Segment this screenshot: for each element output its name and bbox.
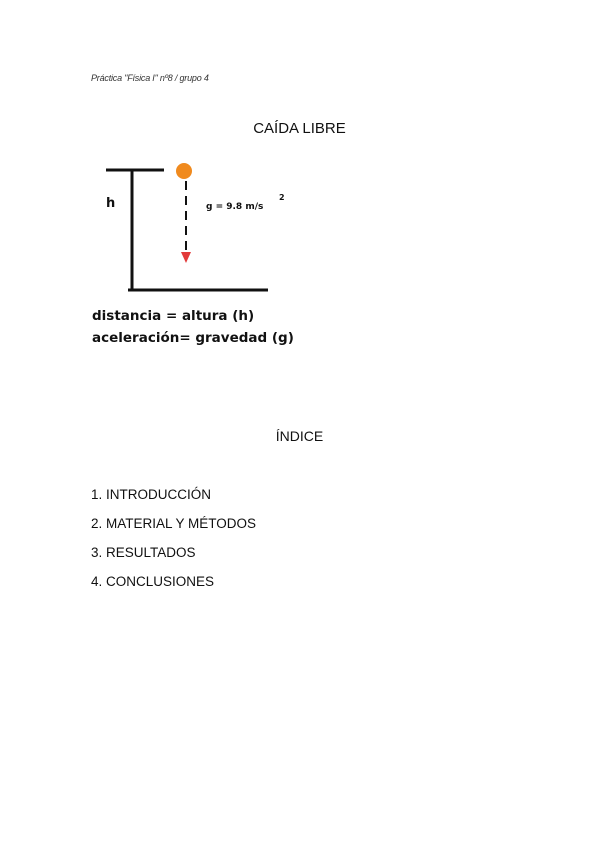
arrow-down-icon bbox=[181, 252, 191, 263]
free-fall-figure bbox=[88, 155, 318, 355]
caption-acceleration: aceleración= gravedad (g) bbox=[92, 330, 294, 346]
gravity-exponent: 2 bbox=[279, 193, 285, 202]
table-of-contents bbox=[91, 487, 256, 603]
toc-item: 2. MATERIAL Y MÉTODOS bbox=[91, 516, 257, 531]
toc-item: 3. RESULTADOS bbox=[91, 545, 196, 560]
gravity-label: g = 9.8 m/s bbox=[206, 202, 264, 212]
toc-item: 4. CONCLUSIONES bbox=[91, 574, 215, 589]
toc-item: 1. INTRODUCCIÓN bbox=[91, 487, 212, 502]
index-title: ÍNDICE bbox=[275, 428, 324, 444]
page-title: CAÍDA LIBRE bbox=[253, 120, 346, 137]
caption-distance: distancia = altura (h) bbox=[92, 308, 255, 324]
height-label: h bbox=[106, 196, 116, 211]
header-note: Práctica "Física I" nº8 / grupo 4 bbox=[91, 73, 209, 83]
ball-icon bbox=[176, 163, 192, 179]
free-fall-diagram bbox=[88, 155, 318, 355]
